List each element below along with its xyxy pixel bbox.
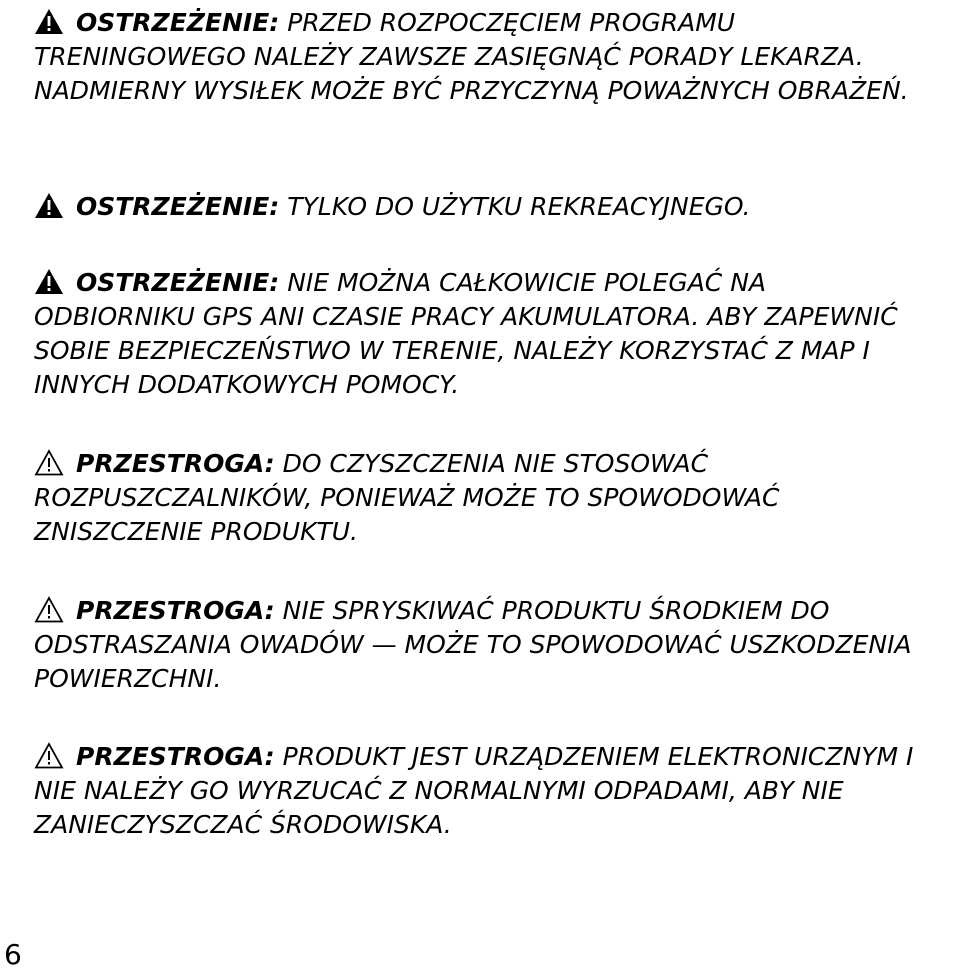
- notice-label: OSTRZEŻENIE:: [76, 192, 280, 221]
- notice-warning-training: [34, 6, 934, 108]
- notice-label: PRZESTROGA:: [76, 742, 275, 771]
- notice-caution-insect-repellent: [34, 594, 934, 696]
- page-number: 6: [4, 938, 22, 971]
- warning-filled-triangle-icon: [34, 8, 64, 35]
- notice-label: PRZESTROGA:: [76, 596, 275, 625]
- caution-outline-triangle-icon: [34, 449, 64, 476]
- notice-label: OSTRZEŻENIE:: [76, 8, 280, 37]
- caution-outline-triangle-icon: [34, 742, 64, 769]
- notice-caution-solvents: [34, 447, 934, 549]
- notice-text: TYLKO DO UŻYTKU REKREACYJNEGO.: [287, 192, 751, 221]
- notice-text: NIE MOŻNA CAŁKOWICIE POLEGAĆ NA ODBIORNIKU GPS ANI CZASIE PRACY AKUMULATORA. ABY ZAPEWNIĆ SOBIE BEZPIECZEŃSTWO W TERENIE, NALEŻY KORZYSTAĆ Z MAP I INNYCH DODATKOWYCH POMOCY.: [34, 268, 898, 399]
- notice-text: NIE SPRYSKIWAĆ PRODUKTU ŚRODKIEM DO ODSTRASZANIA OWADÓW — MOŻE TO SPOWODOWAĆ USZKODZENIA POWIERZCHNI.: [34, 596, 912, 693]
- notice-caution-disposal: [34, 740, 934, 842]
- notice-text: PRODUKT JEST URZĄDZENIEM ELEKTRONICZNYM I NIE NALEŻY GO WYRZUCAĆ Z NORMALNYMI ODPADAMI, ABY NIE ZANIECZYSZCZAĆ ŚRODOWISKA.: [34, 742, 914, 839]
- warning-filled-triangle-icon: [34, 192, 64, 219]
- notice-text: DO CZYSZCZENIA NIE STOSOWAĆ ROZPUSZCZALNIKÓW, PONIEWAŻ MOŻE TO SPOWODOWAĆ ZNISZCZENIE PRODUKTU.: [34, 449, 780, 546]
- notice-label: OSTRZEŻENIE:: [76, 268, 280, 297]
- notice-warning-gps: [34, 266, 934, 402]
- caution-outline-triangle-icon: [34, 596, 64, 623]
- notice-text: PRZED ROZPOCZĘCIEM PROGRAMU TRENINGOWEGO NALEŻY ZAWSZE ZASIĘGNĄĆ PORADY LEKARZA. NADMIERNY WYSIŁEK MOŻE BYĆ PRZYCZYNĄ POWAŻNYCH OBRAŻEŃ.: [34, 8, 909, 105]
- warning-filled-triangle-icon: [34, 268, 64, 295]
- notice-label: PRZESTROGA:: [76, 449, 275, 478]
- notice-warning-recreational: [34, 190, 934, 224]
